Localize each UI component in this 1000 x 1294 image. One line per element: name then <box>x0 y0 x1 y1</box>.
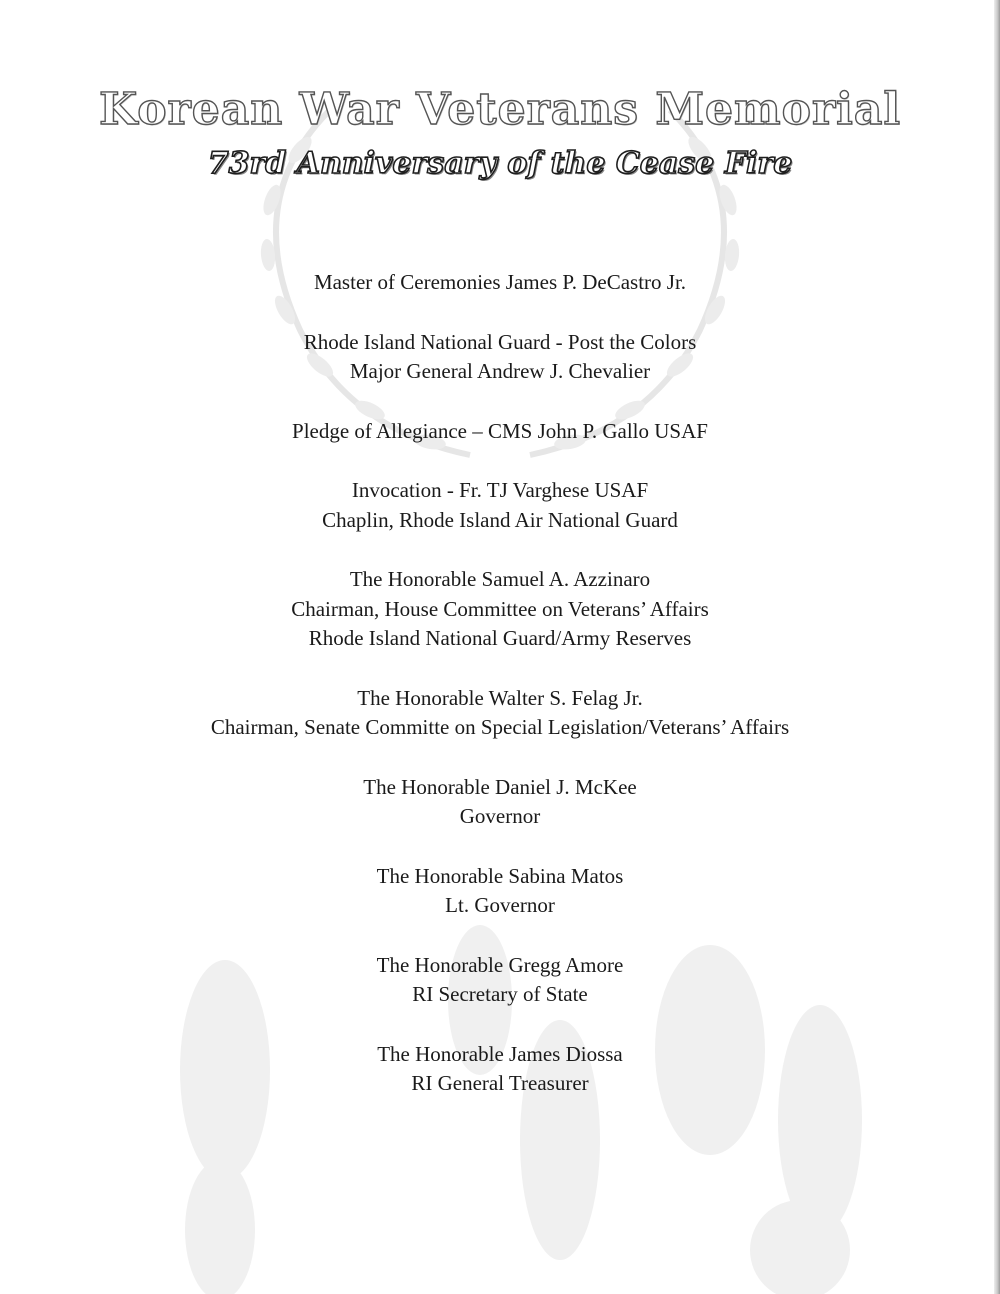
program-line: Rhode Island National Guard - Post the Colors <box>303 329 697 354</box>
program-item-governor <box>0 773 1000 832</box>
program-line: Chairman, House Committee on Veterans’ Affairs <box>291 596 709 621</box>
program-item-treasurer <box>0 1040 1000 1099</box>
program-line: Major General Andrew J. Chevalier <box>349 359 651 383</box>
program-line: RI General Treasurer <box>411 1071 589 1095</box>
page-subtitle: 73rd Anniversary of the Cease Fire <box>207 146 793 181</box>
program-line: Rhode Island National Guard/Army Reserves <box>308 626 692 650</box>
program-line: Pledge of Allegiance – CMS John P. Gallo USAF <box>292 418 708 443</box>
program-list <box>0 268 1000 1129</box>
program-line: The Honorable Samuel A. Azzinaro <box>349 567 651 591</box>
program-item-master-of-ceremonies <box>0 268 1000 298</box>
program-line: The Honorable Sabina Matos <box>376 863 624 888</box>
program-item-post-colors <box>0 328 1000 387</box>
program-item-lt-governor <box>0 862 1000 921</box>
program-item-pledge <box>0 417 1000 447</box>
program-line: The Honorable Daniel J. McKee <box>363 774 637 799</box>
program-item-felag <box>0 684 1000 743</box>
program-line: The Honorable Walter S. Felag Jr. <box>357 685 643 710</box>
program-line: Master of Ceremonies James P. DeCastro Jr. <box>313 270 687 294</box>
program-line: RI Secretary of State <box>412 982 588 1006</box>
page-title: Korean War Veterans Memorial <box>98 84 902 135</box>
program-line: Lt. Governor <box>445 893 555 917</box>
program-item-invocation <box>0 476 1000 535</box>
program-line: The Honorable James Diossa <box>377 1041 623 1066</box>
program-line: The Honorable Gregg Amore <box>376 952 624 977</box>
program-line: Invocation - Fr. TJ Varghese USAF <box>351 478 649 502</box>
program-item-secretary-of-state <box>0 951 1000 1010</box>
program-line: Chaplin, Rhode Island Air National Guard <box>322 507 678 532</box>
program-line: Chairman, Senate Committe on Special Legislation/Veterans’ Affairs <box>210 715 790 739</box>
program-line: Governor <box>459 804 541 828</box>
program-item-azzinaro <box>0 565 1000 654</box>
